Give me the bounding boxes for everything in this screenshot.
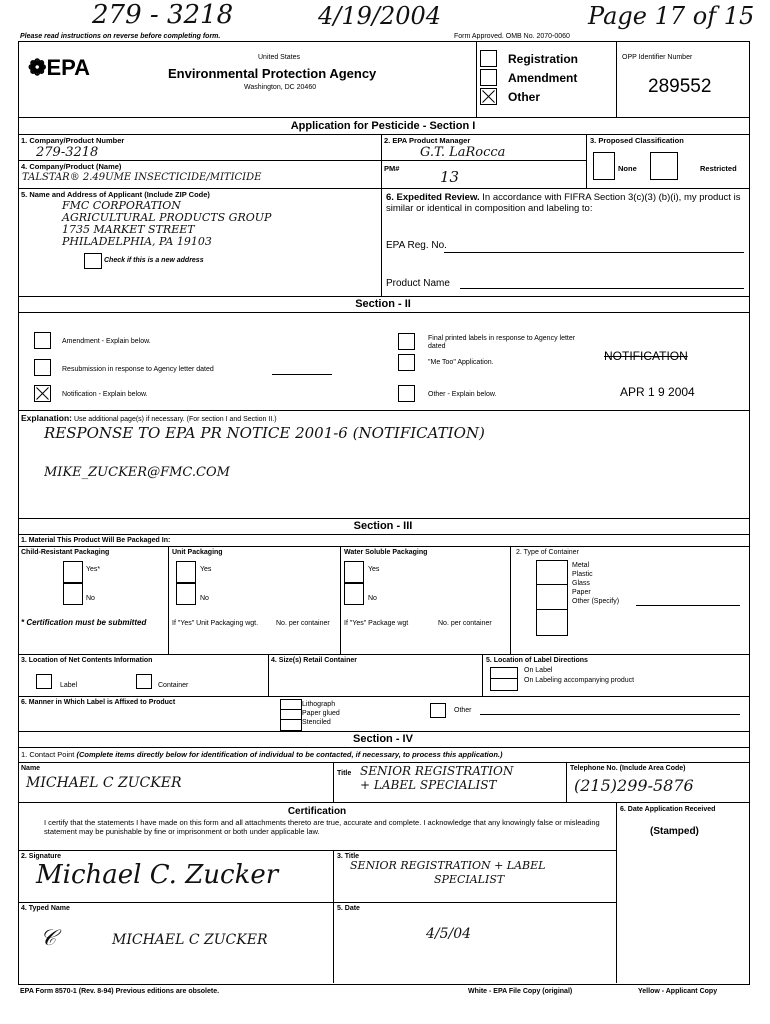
final-labels-checkbox[interactable]: [398, 333, 415, 350]
certification-note: * Certification must be submitted: [21, 618, 147, 627]
label-affixed-label: 6. Manner in Which Label is Affixed to Product: [21, 699, 176, 706]
net-contents-label: 3. Location of Net Contents Information: [21, 657, 153, 664]
contact-name-label: Name: [21, 765, 41, 772]
typed-name-value: MICHAEL C ZUCKER: [112, 932, 268, 948]
amendment-checkbox[interactable]: [480, 69, 497, 86]
container-type-list: [572, 561, 619, 606]
certification-title: Certification: [287, 806, 347, 817]
restricted-label: Restricted: [700, 164, 737, 173]
contact-title-value: SENIOR REGISTRATION + LABEL SPECIALIST: [360, 764, 514, 792]
epa-logo: ❁EPA: [28, 55, 91, 80]
date-label: 5. Date: [337, 905, 360, 912]
affix-methods: [302, 700, 340, 727]
none-label: None: [618, 164, 637, 173]
product-name-label: 4. Company/Product (Name): [21, 162, 122, 171]
section-4-title: Section - IV: [353, 733, 413, 745]
instructions-note: Please read instructions on reverse before completing form.: [20, 33, 221, 40]
unit-yes: Yes: [200, 566, 212, 573]
contact-title-label: Title: [337, 770, 352, 777]
handwritten-page: Page 17 of 15: [588, 2, 755, 30]
product-name-similar-label: Product Name: [386, 278, 450, 289]
address-line: FMC CORPORATION: [62, 199, 181, 212]
affix-option: Lithograph: [302, 701, 336, 708]
applicant-address: [62, 200, 271, 248]
section-2-title: Section - II: [355, 298, 411, 310]
resubmission-label: Resubmission in response to Agency letter dated: [62, 366, 214, 373]
retail-size-label: 4. Size(s) Retail Container: [271, 657, 357, 664]
address-line: AGRICULTURAL PRODUCTS GROUP: [62, 211, 272, 224]
expedited-review: 6. Expedited Review. In accordance with FIFRA Section 3(c)(3) (b)(i), my product is similar or identical in composition and labeling to:: [386, 192, 741, 214]
container-type-option: Other (Specify): [572, 598, 620, 605]
net-container-checkbox[interactable]: [136, 674, 152, 689]
container-type-option: Plastic: [572, 571, 593, 578]
company-product-number-value: 279-3218: [36, 145, 99, 160]
notification-stamp: NOTIFICATION: [604, 349, 688, 363]
material-label: 1. Material This Product Will Be Packaged In:: [21, 537, 171, 544]
new-address-label: Check if this is a new address: [104, 257, 204, 264]
address-line: 1735 MARKET STREET: [62, 223, 195, 236]
container-type-option: Glass: [572, 580, 590, 587]
copy-white: White - EPA File Copy (original): [468, 988, 573, 995]
unit-yes-checkbox[interactable]: [176, 561, 196, 583]
container-type-option: Paper: [572, 589, 591, 596]
address-line: PHILADELPHIA, PA 19103: [62, 235, 212, 248]
label-directions-boxes[interactable]: [490, 667, 518, 691]
unit-packaging-label: Unit Packaging: [172, 549, 223, 556]
explanation-label: Explanation: Use additional page(s) if necessary. (For section I and Section II.): [21, 413, 277, 423]
stamped-label: (Stamped): [650, 826, 699, 837]
telephone-label: Telephone No. (Include Area Code): [570, 765, 686, 772]
notification-label: Notification - Explain below.: [62, 391, 148, 398]
date-value: 4/5/04: [426, 926, 472, 942]
signer-title-label: 3. Title: [337, 853, 360, 860]
on-label: On Label: [524, 667, 553, 674]
amendment-explain-label: Amendment - Explain below.: [62, 338, 151, 345]
received-date-stamp: APR 1 9 2004: [620, 385, 695, 399]
amendment-label: Amendment: [508, 71, 578, 85]
net-container: Container: [158, 682, 189, 689]
new-address-checkbox[interactable]: [84, 253, 102, 269]
certification-text: I certify that the statements I have made on this form and all attachments thereto are true, accurate and complete. I acknowledge that any knowingly false or misleading statement may be punishable by fine or imprisonment or both under applicable law.: [44, 818, 600, 836]
handwritten-date: 4/19/2004: [318, 2, 442, 30]
handwritten-id-number: 279 - 3218: [92, 0, 234, 30]
agency-city: Washington, DC 20460: [244, 84, 317, 91]
pm-value: 13: [440, 168, 460, 186]
epa-logo-icon: ❁: [28, 55, 47, 80]
resubmission-checkbox[interactable]: [34, 359, 51, 376]
other-checkbox-checked[interactable]: [480, 88, 497, 105]
classification-label: 3. Proposed Classification: [590, 136, 684, 145]
signature-value: Michael C. Zucker: [36, 860, 279, 890]
affix-option: Stenciled: [302, 719, 331, 726]
other-explain-checkbox[interactable]: [398, 385, 415, 402]
product-name-value: TALSTAR® 2.49UME INSECTICIDE/MITICIDE: [22, 172, 262, 183]
opp-value: 289552: [648, 76, 712, 97]
explanation-line-1: RESPONSE TO EPA PR NOTICE 2001-6 (NOTIFICATION): [44, 424, 485, 442]
unit-weight-label: If "Yes" Unit Packaging wgt.: [172, 620, 259, 627]
applicant-address-label: 5. Name and Address of Applicant (Include ZIP Code): [21, 190, 210, 199]
water-soluble-label: Water Soluble Packaging: [344, 549, 428, 556]
crp-label: Child-Resistant Packaging: [21, 549, 110, 556]
agency-small: United States: [258, 54, 301, 61]
none-checkbox[interactable]: [593, 152, 615, 180]
affix-other-label: Other: [454, 707, 472, 714]
contact-point-label: 1. Contact Point (Complete items directly below for identification of individual to be contacted, if necessary, to process this application.): [21, 750, 503, 759]
reg-no-label: EPA Reg. No.: [386, 240, 447, 251]
water-weight-label: If "Yes" Package wgt: [344, 620, 409, 627]
typed-name-label: 4. Typed Name: [21, 905, 70, 912]
container-type-boxes[interactable]: [536, 560, 568, 636]
company-product-number-label: 1. Company/Product Number: [21, 136, 125, 145]
section-1-title: Application for Pesticide - Section I: [290, 120, 476, 132]
pm-label: PM#: [384, 164, 400, 173]
affix-method-boxes[interactable]: [280, 699, 302, 731]
me-too-label: "Me Too" Application.: [428, 359, 494, 366]
unit-no-per-container: No. per container: [276, 620, 330, 627]
registration-checkbox[interactable]: [480, 50, 497, 67]
on-labeling: On Labeling accompanying product: [524, 677, 635, 684]
amendment-explain-checkbox[interactable]: [34, 332, 51, 349]
product-manager-value: G.T. LaRocca: [420, 145, 506, 160]
form-number: EPA Form 8570-1 (Rev. 8-94) Previous editions are obsolete.: [20, 988, 220, 995]
agency-name: Environmental Protection Agency: [168, 66, 377, 81]
signature-label: 2. Signature: [21, 853, 62, 860]
unit-no-checkbox[interactable]: [176, 583, 196, 605]
unit-no: No: [200, 595, 209, 602]
water-yes: Yes: [368, 566, 380, 573]
other-explain-label: Other - Explain below.: [428, 391, 497, 398]
other-label: Other: [508, 90, 541, 104]
net-label-checkbox[interactable]: [36, 674, 52, 689]
affix-option: Paper glued: [302, 710, 340, 717]
explanation-email: MIKE_ZUCKER@FMC.COM: [44, 465, 230, 480]
initials-scribble: 𝒞: [40, 926, 57, 951]
section-3-title: Section - III: [353, 520, 413, 532]
water-yes-checkbox[interactable]: [344, 561, 364, 583]
water-no-per-container: No. per container: [438, 620, 492, 627]
restricted-checkbox[interactable]: [650, 152, 678, 180]
date-received-label: 6. Date Application Received: [620, 806, 716, 813]
net-label: Label: [60, 682, 78, 689]
label-directions-label: 5. Location of Label Directions: [486, 657, 588, 664]
copy-yellow: Yellow - Applicant Copy: [638, 988, 718, 995]
me-too-checkbox[interactable]: [398, 354, 415, 371]
water-no-checkbox[interactable]: [344, 583, 364, 605]
affix-other-checkbox[interactable]: [430, 703, 446, 718]
crp-yes: Yes*: [86, 566, 101, 573]
final-labels-label: Final printed labels in response to Agency letter dated: [428, 335, 576, 350]
opp-label: OPP Identifier Number: [622, 54, 693, 61]
crp-yes-checkbox[interactable]: [63, 561, 83, 583]
omb-number: Form Approved. OMB No. 2070-0060: [454, 33, 570, 40]
signer-title-value: SENIOR REGISTRATION + LABEL SPECIALIST: [350, 859, 546, 886]
crp-no: No: [86, 595, 95, 602]
telephone-value: (215)299-5876: [574, 776, 694, 795]
container-type-label: 2. Type of Container: [516, 549, 579, 556]
container-type-option: Metal: [572, 562, 590, 569]
crp-no-checkbox[interactable]: [63, 583, 83, 605]
notification-checkbox-checked[interactable]: [34, 385, 51, 402]
registration-label: Registration: [508, 52, 579, 66]
product-manager-label: 2. EPA Product Manager: [384, 136, 471, 145]
water-no: No: [368, 595, 377, 602]
contact-name-value: MICHAEL C ZUCKER: [26, 775, 182, 791]
